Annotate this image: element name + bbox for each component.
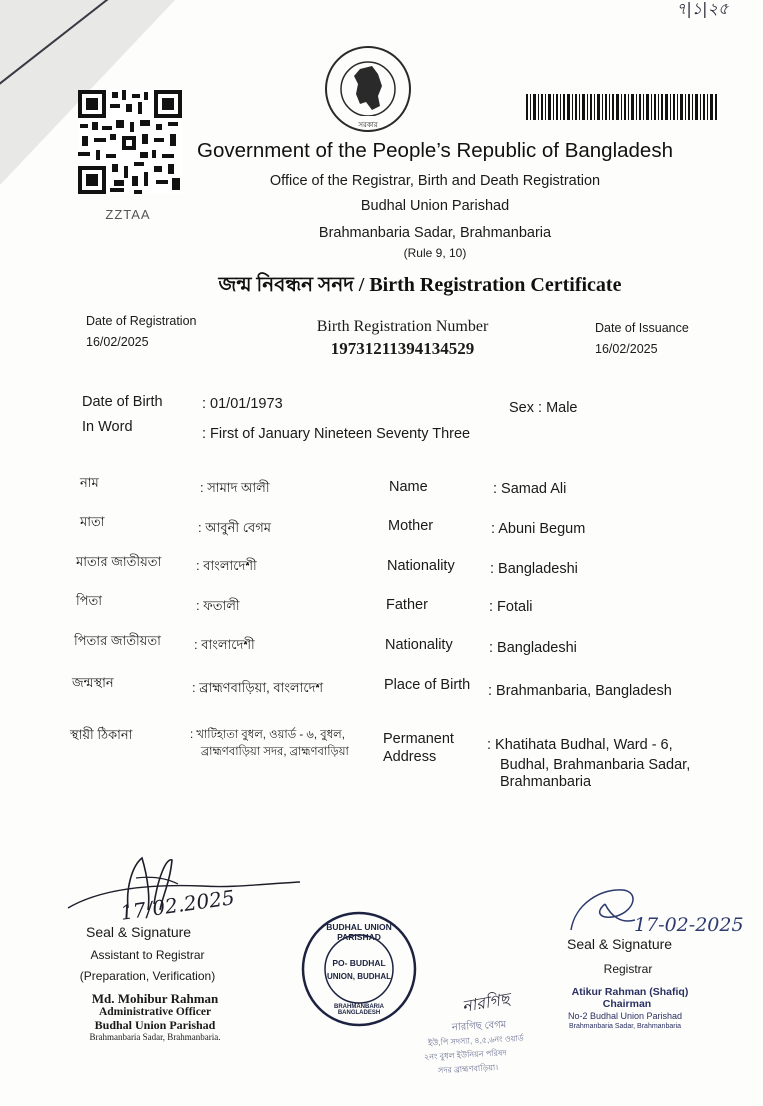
date-of-registration-label: Date of Registration [86, 314, 197, 328]
qr-code-label: ZZTAA [105, 207, 151, 222]
date-of-registration-value: 16/02/2025 [86, 335, 149, 349]
date-of-birth-label: Date of Birth [82, 394, 163, 410]
date-of-birth-value: : 01/01/1973 [202, 396, 283, 412]
en-value-name: : Samad Ali [493, 481, 567, 497]
en-value-father: : Fotali [489, 599, 533, 615]
en-value-father-nationality: : Bangladeshi [489, 640, 577, 656]
en-value-mother-nationality: : Bangladeshi [490, 561, 578, 577]
bn-label-mother: মাতা [80, 514, 105, 529]
en-value-birthplace: : Brahmanbaria, Bangladesh [488, 683, 672, 699]
union-name: Budhal Union Parishad [360, 198, 510, 214]
date-of-issuance-value: 16/02/2025 [595, 342, 658, 356]
en-label-address-2: Address [383, 749, 437, 765]
member-stamp-line4: সদর ব্রাহ্মণবাড়িয়া। [437, 1063, 499, 1076]
member-signature: নারগিছ [460, 989, 511, 1017]
registrar-place: Brahmanbaria Sadar, Brahmanbaria [568, 1023, 682, 1030]
en-label-address-1: Permanent [383, 731, 454, 747]
assistant-handwritten-date: 17/02.2025 [118, 885, 237, 925]
registration-number-label: Birth Registration Number [316, 318, 489, 335]
bn-label-father-nationality: পিতার জাতীয়তা [74, 633, 161, 648]
en-label-father-nationality: Nationality [385, 637, 453, 653]
bn-label-mother-nationality: মাতার জাতীয়তা [76, 554, 162, 569]
registrar-name: Atikur Rahman (Shafiq) [571, 986, 689, 998]
union-stamp-ring-text: BUDHAL UNION PARISHAD [326, 922, 392, 942]
sex-value: Sex : Male [509, 400, 578, 416]
en-address-line2: Budhal, Brahmanbaria Sadar, [500, 757, 691, 773]
bn-value-father: : ফতালী [196, 598, 240, 613]
en-label-name: Name [389, 479, 428, 495]
assistant-seal-label: Seal & Signature [86, 924, 192, 940]
bn-value-mother-nationality: : বাংলাদেশী [196, 558, 257, 573]
union-stamp-bottom: BRAHMANBARIA BANGLADESH [334, 1004, 384, 1016]
union-stamp-inner-2: UNION, BUDHAL [327, 972, 391, 981]
office-title: Office of the Registrar, Birth and Death Registration [269, 173, 601, 189]
registrar-handwritten-date: 17-02-2025 [634, 914, 744, 936]
en-address-line1: : Khatihata Budhal, Ward - 6, [487, 737, 673, 753]
government-title: Government of the People’s Republic of Bangladesh [197, 139, 673, 162]
en-value-mother: : Abuni Begum [491, 521, 586, 537]
barcode-icon [526, 94, 718, 120]
bn-label-address: স্থায়ী ঠিকানা [70, 727, 133, 742]
registrar-role: Registrar [603, 962, 653, 976]
in-word-label: In Word [82, 419, 133, 435]
assistant-name: Md. Mohibur Rahman [91, 991, 219, 1006]
member-stamp-line1: নারগিছ বেগম [451, 1019, 507, 1034]
assistant-role-2: (Preparation, Verification) [79, 969, 216, 983]
date-of-issuance-label: Date of Issuance [595, 321, 689, 335]
registration-number-value: 19731211394134529 [330, 339, 475, 358]
union-stamp-inner-1: PO- BUDHAL [332, 958, 386, 968]
registrar-title: Chairman [602, 998, 652, 1010]
bn-value-mother: : আবুনী বেগম [198, 520, 271, 535]
en-address-line3: Brahmanbaria [500, 774, 592, 790]
registrar-office: No-2 Budhal Union Parishad [567, 1011, 683, 1021]
corner-note: ৭|১|২৫ [676, 0, 729, 18]
member-stamp-line3: ২নং বুধল ইউনিয়ন পরিষদ [423, 1048, 507, 1062]
assistant-office: Budhal Union Parishad [94, 1018, 216, 1032]
en-label-father: Father [386, 597, 428, 613]
bn-label-name: নাম [80, 475, 99, 490]
en-label-mother: Mother [388, 518, 434, 534]
rule-reference: (Rule 9, 10) [403, 246, 467, 260]
member-stamp-line2: ইউ,পি সদস্যা, ৪,৫,৬নং ওয়ার্ড [427, 1033, 524, 1048]
bn-value-birthplace: : ব্রাহ্মণবাড়িয়া, বাংলাদেশ [192, 680, 324, 695]
emblem-caption: সরকার [358, 122, 378, 129]
assistant-title: Administrative Officer [98, 1006, 212, 1018]
en-label-mother-nationality: Nationality [387, 558, 455, 574]
bn-label-father: পিতা [76, 593, 103, 608]
bn-address-line1: : খাটিহাতা বুধল, ওয়ার্ড - ৬, বুধল, [190, 729, 345, 741]
bn-value-father-nationality: : বাংলাদেশী [194, 637, 255, 652]
assistant-role-1: Assistant to Registrar [90, 948, 205, 962]
location-line: Brahmanbaria Sadar, Brahmanbaria [318, 225, 552, 241]
bn-label-birthplace: জন্মস্থান [72, 675, 114, 690]
assistant-place: Brahmanbaria Sadar, Brahmanbaria. [89, 1032, 221, 1042]
bn-address-line2: ব্রাহ্মণবাড়িয়া সদর, ব্রাহ্মণবাড়িয়া [201, 746, 349, 758]
in-word-value: : First of January Nineteen Seventy Three [202, 426, 471, 442]
bn-value-name: : সামাদ আলী [200, 480, 270, 495]
registrar-seal-label: Seal & Signature [567, 936, 673, 952]
en-label-birthplace: Place of Birth [384, 677, 471, 693]
qr-code-icon [78, 90, 182, 194]
certificate-title: জন্ম নিবন্ধন সনদ / Birth Registration Certificate [218, 274, 622, 296]
